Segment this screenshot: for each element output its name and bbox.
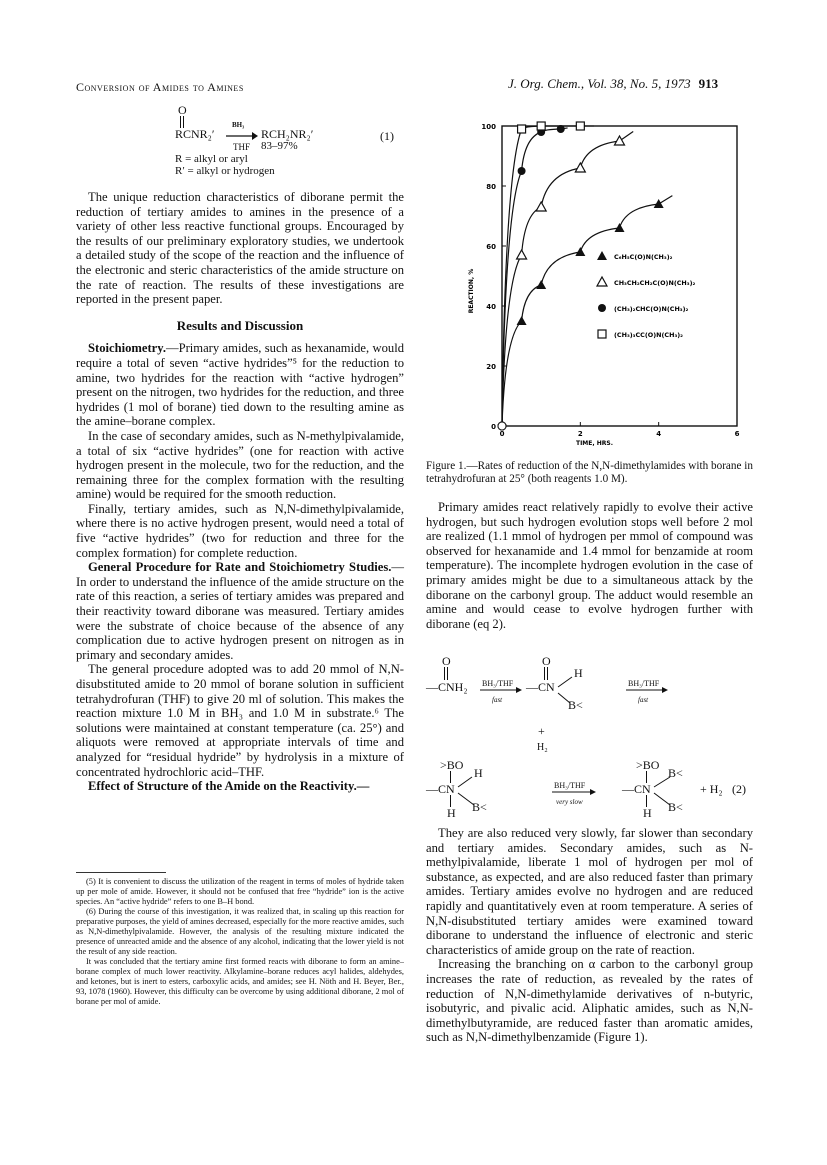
y-tick-label: 60 xyxy=(486,243,496,251)
eq2-arrow-2 xyxy=(626,686,668,694)
eq2-hydrogen-3: H xyxy=(447,806,456,820)
eq2-intermediate-cn: —CN xyxy=(526,680,555,694)
legend-label: C₆H₅C(O)N(CH₃)₂ xyxy=(614,253,673,261)
y-tick-label: 100 xyxy=(481,123,496,131)
eq1-r-definition: R = alkyl or aryl xyxy=(175,153,248,165)
eq1-solvent: THF xyxy=(233,142,251,152)
figure-1 xyxy=(440,106,770,461)
intro-paragraph: The unique reduction characteristics of diborane permit the reduction of tertiary amides to amines in the presence of a variety of other less reactive functional groups. Encouraged by the results of our preliminary exploratory studies, we undertook a detailed study of the scope of the reaction and the influence of the electronic and steric characteristics of the amide structure on the rate of reaction. The results of these investigations are reported in the present paper. xyxy=(76,190,404,307)
legend-label: (CH₃)₂CHC(O)N(CH₃)₂ xyxy=(614,305,689,313)
series-line xyxy=(502,129,561,426)
footnote-6: (6) During the course of this investigation, it was realized that, in scaling up this reaction for preparative purposes, the yield of amines decreased, especially for the more reactive amides, such as N,N-dimethylpivalamide. However, the analysis of the resulting mixture indicated the presence of unreacted amide and the absence of any alcohol, indicating that the lower yield is not the result of any side reaction. xyxy=(76,907,404,956)
eq2-boron-2: B< xyxy=(472,800,487,814)
secondary-amides-paragraph: In the case of secondary amides, such as N-methylpivalamide, a total of six “active hydrides” (one for reaction with active hydrogen present in the molecule, two for the reduction, and the remaining three for the complex formation with the resulting amine) would be required for the smooth reduction. xyxy=(76,428,404,502)
tertiary-amides-paragraph: Finally, tertiary amides, such as N,N-dimethylpivalamide, where there is no active hydrogen present, would need a total of five “active hydrides” (two for reduction and three for the complex formation) for complete reduction. xyxy=(76,501,404,560)
eq2-plus-h2: + H₂ xyxy=(700,782,723,796)
legend-label: CH₃CH₂CH₂C(O)N(CH₃)₂ xyxy=(614,279,696,287)
data-point xyxy=(615,223,625,232)
data-point xyxy=(536,202,546,211)
procedure-paragraph: The general procedure adopted was to add 20 mmol of N,N-disubstituted amide to 20 mmol of borane solution in sufficient tetrahydrofuran (THF) to give 20 ml of solution. This makes the reaction mixture 1.0 M in BH₃ and 1.0 M in substrate.⁶ The solutions were maintained at constant temperature (ca. 25°) and aliquots were removed at appropriate intervals of time and analyzed for “residual hydride” by hydrolysis in a mixture of concentrated hydrochloric acid–THF. xyxy=(76,662,404,779)
section-heading: Results and Discussion xyxy=(176,317,304,333)
equation-2 xyxy=(426,655,756,820)
x-tick-label: 0 xyxy=(499,430,505,438)
eq1-lhs: RCNR₂′ xyxy=(175,127,215,141)
eq2-cn-right: —CN xyxy=(622,782,651,796)
eq2-reagent-3: BH₃/THF xyxy=(554,781,586,790)
x-tick-label: 6 xyxy=(734,430,740,438)
footnote-rule xyxy=(76,872,166,873)
x-tick-label: 2 xyxy=(577,430,583,438)
eq2-condition-fast-2: fast xyxy=(638,696,649,704)
plot-frame xyxy=(502,126,737,426)
branching-paragraph: Increasing the branching on α carbon to the carbonyl group increases the rate of reduction, as revealed by the rates of reduction of N,N-dimethylamide derivatives of n-butyric, isobutyric, and pivalic acid. Aliphatic amides, such as N,N-dimethylbutyramide, are reduced faster than aromatic amides, such as N,N-dimethylbenzamide (Figure 1). xyxy=(426,957,753,1045)
eq2-cn-left: —CN xyxy=(426,782,455,796)
stoichiometry-paragraph xyxy=(76,341,404,429)
figure-1-chart xyxy=(440,106,770,461)
legend-marker xyxy=(598,330,606,338)
eq2-arrow-1 xyxy=(480,686,522,694)
primary-amides-paragraph: Primary amides react relatively rapidly to evolve their active hydrogen, but such hydrogen evolution stops well before 2 mol are realized (1.1 mmol of hydrogen per mmol of compound was observed for hexanamide and 1.4 mmol for benzamide at room temperature). The incomplete hydrogen evolution in the case of primary amides might be due to a simultaneous attack by the diborane on the carbonyl group. The adduct would resemble an amine and would cease to evolve hydrogen further with diborane (eq 2). xyxy=(426,500,753,631)
footnote-5: (5) It is convenient to discuss the utilization of the reagent in terms of moles of hydride taken up per mole of amide. However, it should not be confused that free “hydride” ion is the active species. An “active hydride” refers to one B–H bond. xyxy=(76,877,404,906)
eq2-bo-2: >BO xyxy=(636,758,660,772)
data-point-origin xyxy=(498,422,506,430)
data-point xyxy=(654,199,664,208)
general-procedure-paragraph xyxy=(76,560,404,662)
y-axis-label: REACTION, % xyxy=(468,268,475,314)
equation-1 xyxy=(175,104,405,184)
data-point xyxy=(518,125,526,133)
data-point xyxy=(576,122,584,130)
running-title: Conversion of Amides to Amines xyxy=(76,80,244,94)
eq2-oxygen-1: O xyxy=(442,654,451,668)
eq2-oxygen-2: O xyxy=(542,654,551,668)
stoichiometry-text: —Primary amides, such as hexanamide, would require a total of seven “active hydrides”⁵ for the reduction to amine, two hydrides for the reaction with “active hydrogen” present on the nitrogen, two hydrides for the reduction, and three hydrides (1 mol of borane) tied down to the resulting amine as the amine–borane complex. xyxy=(76,341,404,429)
eq1-number: (1) xyxy=(380,129,394,143)
footnote-6-continued: It was concluded that the tertiary amine first formed reacts with diborane to form an amine–borane complex of much lower reactivity. Alkylamine–borane reduces acyl halides, aldehydes, and ketones, but is inert to esters, carboxylic acids, and amides; see H. Nöth and H. Beyer, Ber., 93, 1078 (1960). However, this difficulty can be overcome by using additional diborane, 2 mol of borane per mol of amide. xyxy=(76,957,404,1006)
eq2-double-bond-1 xyxy=(444,667,448,680)
series-line xyxy=(502,204,659,426)
y-tick-label: 20 xyxy=(486,363,496,371)
data-point xyxy=(575,247,585,256)
eq1-oxygen: O xyxy=(178,103,187,117)
footnotes xyxy=(76,877,404,1007)
eq2-arrow-3 xyxy=(552,788,596,796)
eq2-number: (2) xyxy=(732,782,746,796)
eq2-hydrogen-2: H xyxy=(474,766,483,780)
eq2-double-bond-2 xyxy=(544,667,548,680)
eq1-yield: 83–97% xyxy=(261,140,298,152)
right-column-bottom xyxy=(426,826,753,1045)
journal-citation xyxy=(508,76,718,92)
journal-name: J. Org. Chem., Vol. 38, No. 5, 1973 xyxy=(508,76,691,91)
legend-marker xyxy=(598,304,606,312)
x-axis-label: TIME, HRS. xyxy=(575,440,614,447)
left-column xyxy=(76,190,404,794)
eq2-boron-3: B< xyxy=(668,766,683,780)
eq1-rhs: RCH₂NR₂′ xyxy=(261,127,314,141)
x-tick-label: 4 xyxy=(656,430,662,438)
legend-label: (CH₃)₃CC(O)N(CH₃)₂ xyxy=(614,331,683,339)
data-point xyxy=(615,136,625,145)
eq2-hydrogen-1: H xyxy=(574,666,583,680)
eq2-condition-fast-1: fast xyxy=(492,696,503,704)
eq1-arrow xyxy=(226,131,258,141)
y-tick-label: 0 xyxy=(491,423,496,431)
figure-1-caption: Figure 1.—Rates of reduction of the N,N-dimethylamides with borane in tetrahydrofuran at 25° (both reagents 1.0 M). xyxy=(426,460,753,485)
eq2-boron-4: B< xyxy=(668,800,683,814)
eq2-reagent-2: BH₃/THF xyxy=(628,679,660,688)
eq2-primary-amide: —CNH₂ xyxy=(426,680,468,694)
effect-paragraph xyxy=(76,779,404,794)
right-column-top xyxy=(426,500,753,631)
eq1-reagent: BH₃ xyxy=(232,121,245,129)
data-point xyxy=(536,280,546,289)
data-point xyxy=(517,250,527,259)
general-procedure-text: —In order to understand the influence of the amide structure on the rate of this reaction, a series of tertiary amides was prepared and their reactivity toward diborane was measured. Tertiary amides were the substrate of choice because of the absence of any complication due to active hydrogen present on nitrogen as in primary and secondary amides. xyxy=(76,560,404,662)
stoichiometry-runin: Stoichiometry. xyxy=(88,341,166,356)
data-point xyxy=(557,125,565,133)
eq2-reagent-1: BH₃/THF xyxy=(482,679,514,688)
eq2-boron-1: B< xyxy=(568,698,583,712)
general-procedure-runin: General Procedure for Rate and Stoichiometry Studies. xyxy=(88,560,392,575)
y-tick-label: 40 xyxy=(486,303,496,311)
data-point xyxy=(537,122,545,130)
data-point xyxy=(575,163,585,172)
legend-marker xyxy=(597,277,607,286)
eq2-hydrogen-4: H xyxy=(643,806,652,820)
legend-marker xyxy=(597,251,607,260)
eq2-hydrogen-gas: H₂ xyxy=(537,742,548,753)
data-point xyxy=(518,167,526,175)
y-tick-label: 80 xyxy=(486,183,496,191)
reduced-paragraph: They are also reduced very slowly, far slower than secondary and tertiary amides. Secondary amides, such as N-methylpivalamide, liberate 1 mol of hydrogen per mol of substance, as expected, and are also reduced faster than primary amides. Tertiary amides evolve no hydrogen and are reduced rapidly and quantitatively even at room temperature. A series of N,N-disubstituted tertiary amides were examined toward diborane to understand the influence of electronic and steric characteristics of amide group on the rate of reaction. xyxy=(426,826,753,957)
eq2-condition-very-slow: very slow xyxy=(556,798,583,806)
eq1-r-prime-definition: R′ = alkyl or hydrogen xyxy=(175,165,275,177)
effect-runin: Effect of Structure of the Amide on the Reactivity.— xyxy=(88,779,370,794)
page-number: 913 xyxy=(698,76,719,91)
eq2-bo-1: >BO xyxy=(440,758,464,772)
data-point xyxy=(517,316,527,325)
eq2-plus: + xyxy=(538,724,545,738)
